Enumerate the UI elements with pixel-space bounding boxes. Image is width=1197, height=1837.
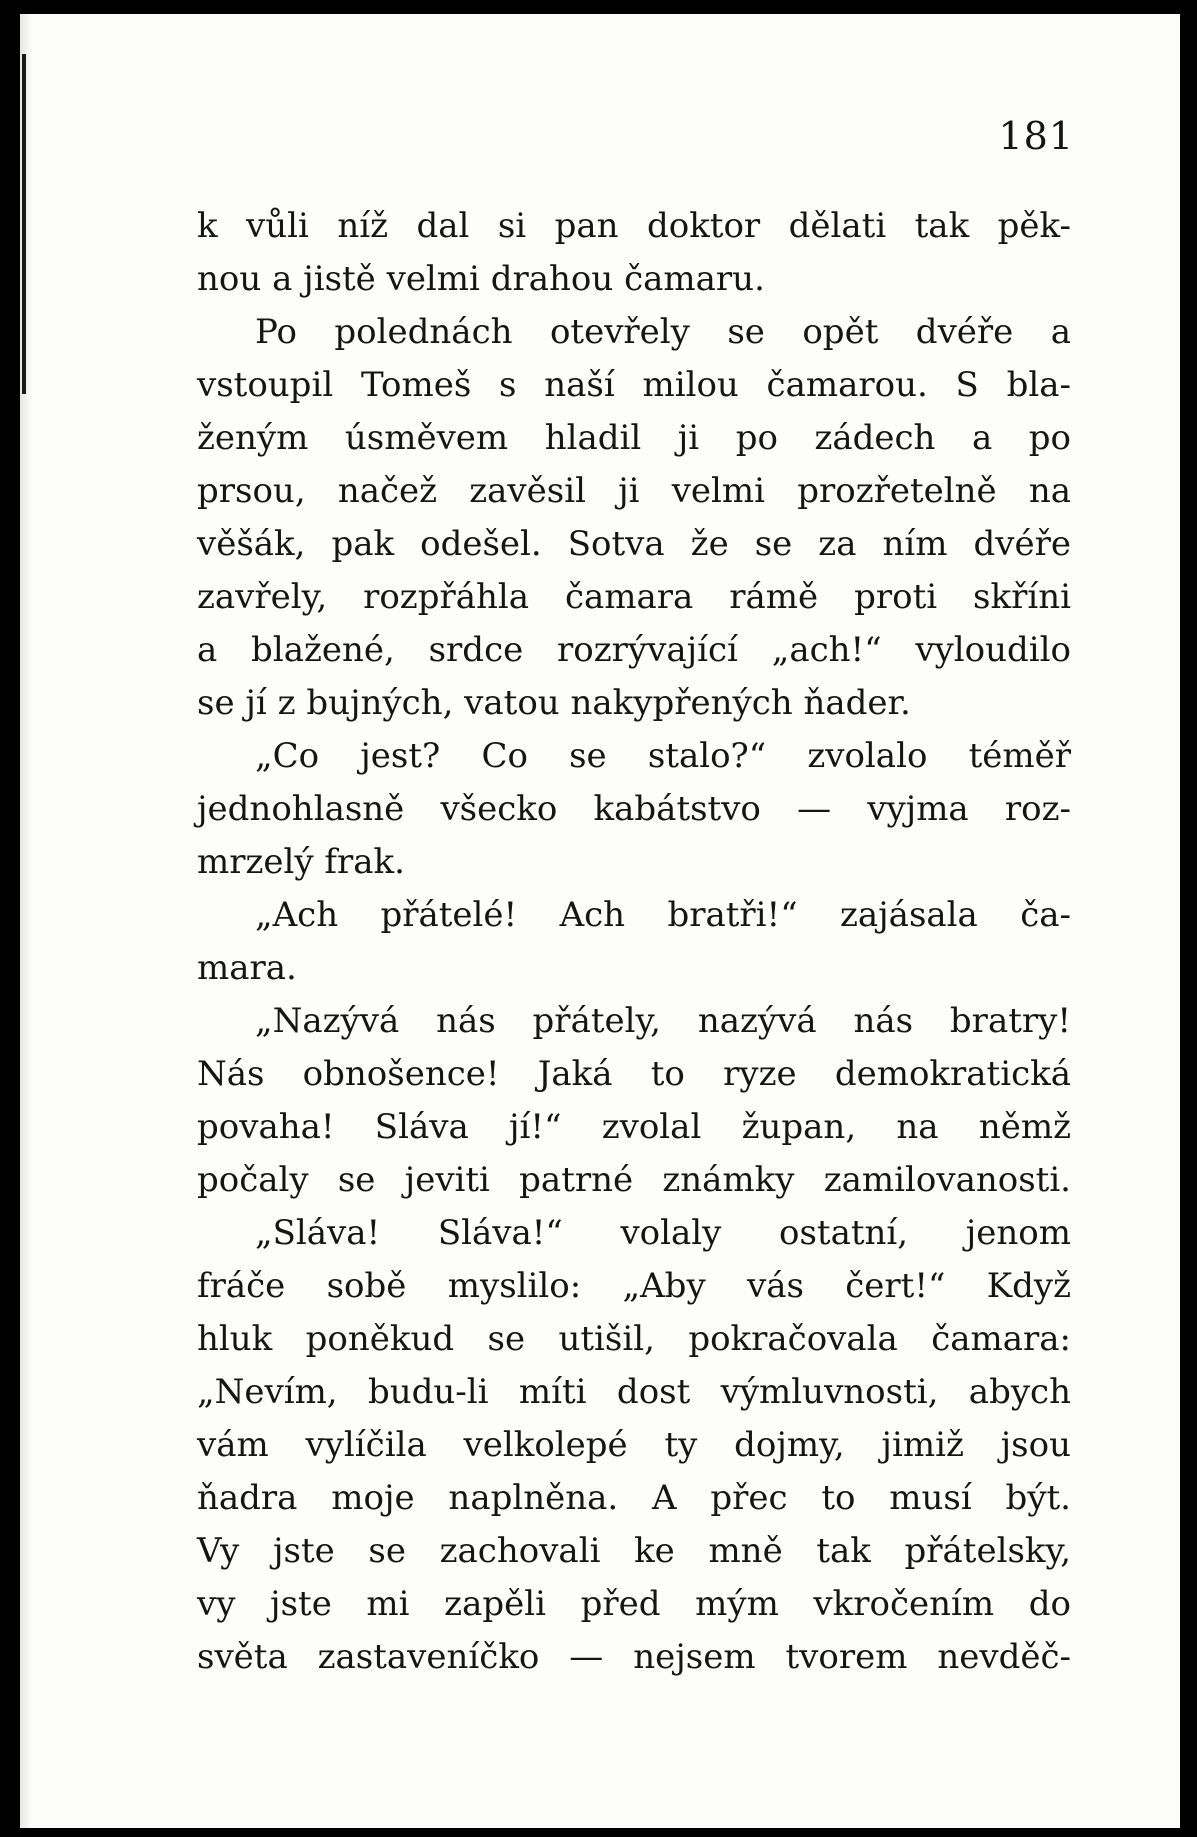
text-line: ňadra moje naplněna. A přec to musí být. bbox=[197, 1478, 1071, 1518]
text-line: vám vylíčila velkolepé ty dojmy, jimiž jsou bbox=[197, 1425, 1071, 1465]
text-line: hluk poněkud se utišil, pokračovala čamara: bbox=[197, 1319, 1071, 1359]
text-line: a blažené, srdce rozrývající „ach!“ vyloudilo bbox=[197, 630, 1071, 670]
text-line: vy jste mi zapěli před mým vkročením do bbox=[197, 1584, 1071, 1624]
text-line: prsou, načež zavěsil ji velmi prozřetelně na bbox=[197, 471, 1071, 511]
body-text bbox=[197, 200, 1071, 1684]
text-line: Nás obnošence! Jaká to ryze demokratická bbox=[197, 1054, 1071, 1094]
text-line: „Nevím, budu-li míti dost výmluvnosti, abych bbox=[197, 1372, 1071, 1412]
text-line: zavřely, rozpřáhla čamara rámě proti skříni bbox=[197, 577, 1071, 617]
page-number: 181 bbox=[998, 114, 1074, 158]
text-line: se jí z bujných, vatou nakypřených ňader. bbox=[197, 683, 911, 723]
text-line: nou a jistě velmi drahou čamaru. bbox=[197, 259, 765, 299]
binding-edge-mark bbox=[22, 54, 26, 394]
text-line: vstoupil Tomeš s naší milou čamarou. S bla- bbox=[197, 365, 1071, 405]
text-line: k vůli níž dal si pan doktor dělati tak pěk- bbox=[197, 206, 1071, 246]
text-line: fráče sobě myslilo: „Aby vás čert!“ Když bbox=[197, 1266, 1071, 1306]
text-line: mrzelý frak. bbox=[197, 842, 405, 882]
book-page bbox=[20, 14, 1180, 1828]
text-line: světa zastaveníčko — nejsem tvorem nevděč- bbox=[197, 1637, 1071, 1677]
text-line: věšák, pak odešel. Sotva že se za ním dvéře bbox=[197, 524, 1071, 564]
text-line: „Ach přátelé! Ach bratři!“ zajásala ča- bbox=[255, 895, 1071, 935]
text-line: „Co jest? Co se stalo?“ zvolalo téměř bbox=[255, 736, 1071, 776]
text-line: jednohlasně všecko kabátstvo — vyjma roz- bbox=[197, 789, 1071, 829]
text-line: Vy jste se zachovali ke mně tak přátelsky, bbox=[197, 1531, 1071, 1571]
text-line: Po polednách otevřely se opět dvéře a bbox=[255, 312, 1071, 352]
text-line: ženým úsměvem hladil ji po zádech a po bbox=[197, 418, 1071, 458]
text-line: počaly se jeviti patrné známky zamilovanosti. bbox=[197, 1160, 1071, 1200]
text-line: „Nazývá nás přátely, nazývá nás bratry! bbox=[255, 1001, 1071, 1041]
text-line: „Sláva! Sláva!“ volaly ostatní, jenom bbox=[255, 1213, 1071, 1253]
text-line: mara. bbox=[197, 948, 297, 988]
text-line: povaha! Sláva jí!“ zvolal župan, na němž bbox=[197, 1107, 1071, 1147]
